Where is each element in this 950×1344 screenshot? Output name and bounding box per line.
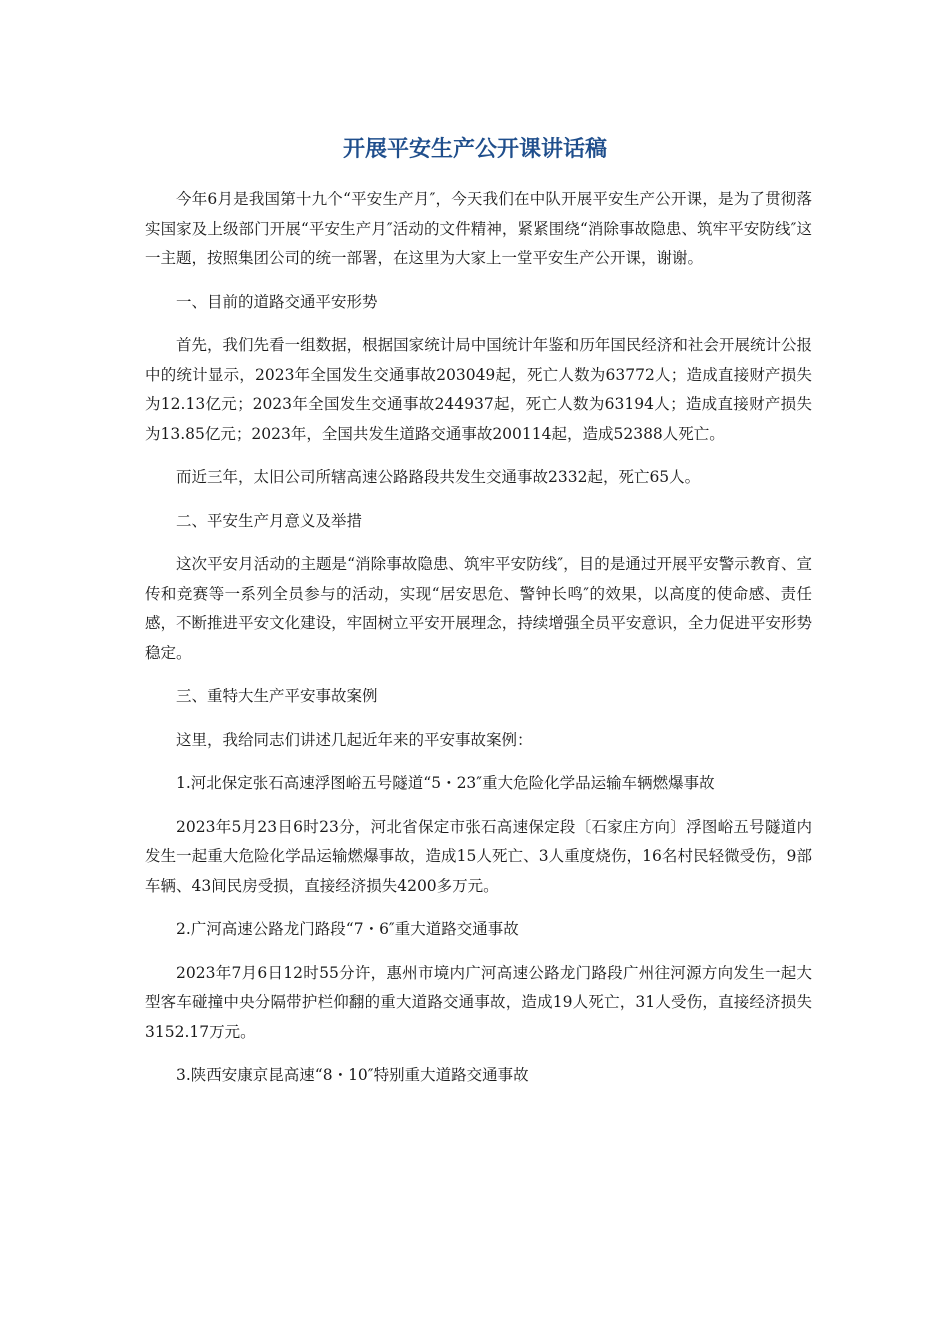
section-heading-3: 三、重特大生产平安事故案例 (176, 687, 378, 705)
section-heading-2: 二、平安生产月意义及举措 (176, 511, 363, 530)
statistics-paragraph: 首先，我们先看一组数据，根据国家统计局中国统计年鉴和历年国民经济和社会开展统计公报中的统计显示，2023年全国发生交通事故203049起，死亡人数为63772人；造成直接财产损失为12.13亿元；2023年全国发生交通事故244937起，死亡人数为63194人；造成直接财产损失为13.85亿元；2023年，全国共发生道路交通事故200114起，造成52388人死亡。 (145, 336, 812, 443)
document-title: 开展平安生产公开课讲话稿 (342, 137, 607, 162)
safety-month-paragraph: 这次平安月活动的主题是“消除事故隐患、筑牢平安防线″，目的是通过开展平安警示教育、宣传和竞赛等一系列全员参与的活动，实现“居安思危、警钟长鸣″的效果，以高度的使命感、责任感，不断推进平安文化建设，牢固树立平安开展理念，持续增强全员平安意识，全力促进平安形势稳定。 (145, 555, 812, 662)
company-statistics-paragraph: 而近三年，太旧公司所辖高速公路路段共发生交通事故2332起，死亡65人。 (176, 468, 701, 486)
document-body (145, 185, 812, 1105)
case-2-paragraph: 2023年7月6日12时55分许，惠州市境内广河高速公路龙门路段广州往河源方向发生一起大型客车碰撞中央分隔带护栏仰翻的重大道路交通事故，造成19人死亡，31人受伤，直接经济损失3152.17万元。 (145, 963, 812, 1041)
intro-paragraph: 今年6月是我国第十九个“平安生产月″，今天我们在中队开展平安生产公开课，是为了贯彻落实国家及上级部门开展“平安生产月″活动的文件精神，紧紧围绕“消除事故隐患、筑牢平安防线″这一主题，按照集团公司的统一部署，在这里为大家上一堂平安生产公开课，谢谢。 (145, 190, 812, 267)
case-3-heading: 3.陕西安康京昆高速“8・10″特别重大道路交通事故 (176, 1066, 529, 1084)
case-1-heading: 1.河北保定张石高速浮图峪五号隧道“5・23″重大危险化学品运输车辆燃爆事故 (176, 774, 715, 792)
case-1-paragraph: 2023年5月23日6时23分，河北省保定市张石高速保定段〔石家庄方向〕浮图峪五号隧道内发生一起重大危险化学品运输燃爆事故，造成15人死亡、3人重度烧伤，16名村民轻微受伤，9部车辆、43间民房受损，直接经济损失4200多万元。 (145, 817, 812, 895)
section-heading-1: 一、目前的道路交通平安形势 (176, 292, 378, 311)
cases-intro-paragraph: 这里，我给同志们讲述几起近年来的平安事故案例： (176, 730, 533, 749)
case-2-heading: 2.广河高速公路龙门路段“7・6″重大道路交通事故 (176, 920, 519, 938)
